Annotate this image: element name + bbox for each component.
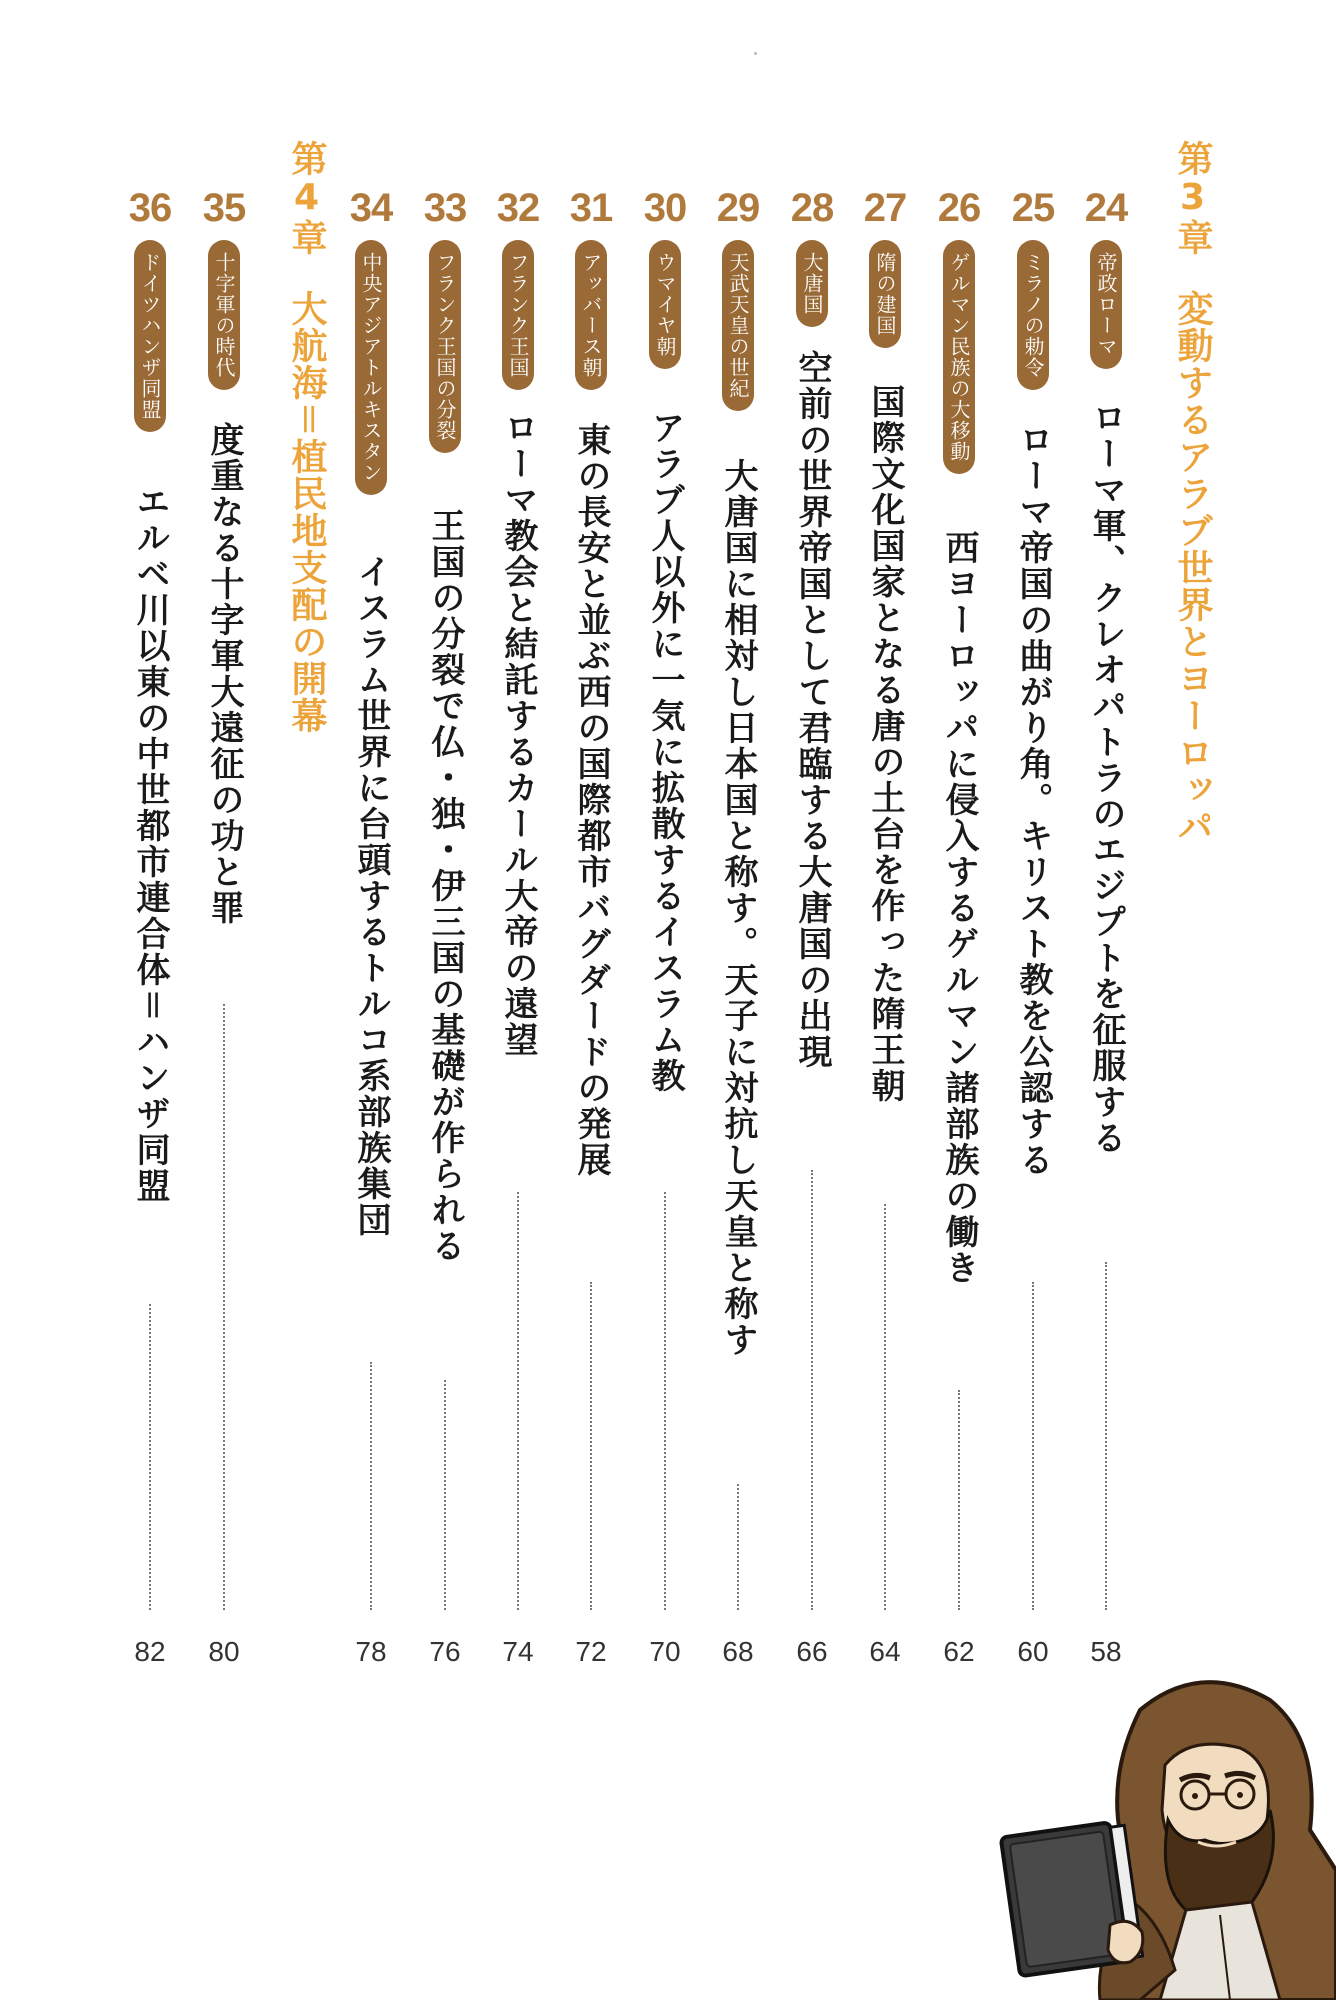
entry-page: 82 bbox=[134, 1636, 166, 1667]
entry-number: 31 bbox=[569, 186, 613, 230]
entry-number: 24 bbox=[1084, 186, 1128, 230]
entry-number: 34 bbox=[349, 186, 393, 230]
toc-entry-28[interactable] bbox=[782, 0, 842, 1700]
entry-number: 28 bbox=[790, 186, 834, 230]
leader-dots bbox=[444, 1380, 446, 1610]
entry-title: 空前の世界帝国として君臨する大唐国の出現 bbox=[792, 350, 832, 1070]
entry-tag: 十字軍の時代 bbox=[208, 240, 240, 390]
entry-number: 33 bbox=[423, 186, 467, 230]
entry-title: 西ヨーロッパに侵入するゲルマン諸部族の働き bbox=[939, 530, 979, 1286]
leader-dots bbox=[149, 1304, 151, 1610]
entry-title: 王国の分裂で仏・独・伊三国の基礎が作られる bbox=[425, 508, 465, 1264]
toc-entry-31[interactable] bbox=[561, 0, 621, 1700]
leader-dots bbox=[590, 1282, 592, 1610]
toc-entry-33[interactable] bbox=[415, 0, 475, 1700]
entry-number: 35 bbox=[202, 186, 246, 230]
chapter-title: 大航海＝植民地支配の開幕 bbox=[286, 290, 327, 734]
toc-entry-29[interactable] bbox=[708, 0, 768, 1700]
entry-tag: フランク王国の分裂 bbox=[429, 240, 461, 453]
entry-title: 国際文化国家となる唐の土台を作った隋王朝 bbox=[865, 384, 905, 1104]
entry-tag: ゲルマン民族の大移動 bbox=[943, 240, 975, 474]
leader-dots bbox=[958, 1390, 960, 1610]
entry-title: エルベ川以東の中世都市連合体＝ハンザ同盟 bbox=[130, 484, 170, 1204]
entry-number: 29 bbox=[716, 186, 760, 230]
toc-entry-25[interactable] bbox=[1003, 0, 1063, 1700]
entry-page: 74 bbox=[502, 1636, 534, 1667]
entry-page: 70 bbox=[649, 1636, 681, 1667]
leader-dots bbox=[737, 1484, 739, 1610]
entry-title: アラブ人以外に一気に拡散するイスラム教 bbox=[645, 410, 685, 1094]
entry-tag: 天武天皇の世紀 bbox=[722, 240, 754, 411]
entry-tag: 帝政ローマ bbox=[1090, 240, 1122, 369]
entry-tag: ウマイヤ朝 bbox=[649, 240, 681, 369]
entry-tag: 中央アジアトルキスタン bbox=[355, 240, 387, 495]
chapter-heading-4 bbox=[280, 140, 330, 734]
leader-dots bbox=[370, 1362, 372, 1610]
entry-title: 度重なる十字軍大遠征の功と罪 bbox=[204, 422, 244, 926]
entry-tag: アッバース朝 bbox=[575, 240, 607, 390]
leader-dots bbox=[1105, 1262, 1107, 1610]
leader-dots bbox=[664, 1192, 666, 1610]
entry-title: ローマ教会と結託するカール大帝の遠望 bbox=[498, 410, 538, 1058]
entry-number: 25 bbox=[1011, 186, 1055, 230]
toc-entry-30[interactable] bbox=[635, 0, 695, 1700]
entry-tag: ドイツハンザ同盟 bbox=[134, 240, 166, 432]
entry-number: 26 bbox=[937, 186, 981, 230]
toc-entry-27[interactable] bbox=[855, 0, 915, 1700]
entry-tag: 大唐国 bbox=[796, 240, 828, 327]
toc-entry-35[interactable] bbox=[194, 0, 254, 1700]
entry-number: 30 bbox=[643, 186, 687, 230]
entry-page: 60 bbox=[1017, 1636, 1049, 1667]
entry-page: 58 bbox=[1090, 1636, 1122, 1667]
leader-dots bbox=[223, 1004, 225, 1610]
entry-number: 36 bbox=[128, 186, 172, 230]
toc-entry-36[interactable] bbox=[120, 0, 180, 1700]
toc-entry-26[interactable] bbox=[929, 0, 989, 1700]
leader-dots bbox=[811, 1170, 813, 1610]
chapter-label: 第4章 bbox=[286, 140, 327, 256]
chapter-heading-3 bbox=[1166, 140, 1216, 845]
entry-title: 大唐国に相対し日本国と称す。天子に対抗し天皇と称す bbox=[718, 458, 758, 1358]
leader-dots bbox=[884, 1204, 886, 1610]
entry-page: 72 bbox=[575, 1636, 607, 1667]
entry-page: 78 bbox=[355, 1636, 387, 1667]
entry-page: 64 bbox=[869, 1636, 901, 1667]
entry-title: 東の長安と並ぶ西の国際都市バグダードの発展 bbox=[571, 422, 611, 1178]
entry-title: ローマ帝国の曲がり角。キリスト教を公認する bbox=[1013, 422, 1053, 1178]
entry-tag: 隋の建国 bbox=[869, 240, 901, 348]
chapter-title: 変動するアラブ世界とヨーロッパ bbox=[1172, 290, 1213, 845]
entry-tag: フランク王国 bbox=[502, 240, 534, 390]
toc-entry-24[interactable] bbox=[1076, 0, 1136, 1700]
entry-page: 62 bbox=[943, 1636, 975, 1667]
entry-number: 27 bbox=[863, 186, 907, 230]
entry-title: ローマ軍、クレオパトラのエジプトを征服する bbox=[1086, 400, 1126, 1156]
entry-tag: ミラノの勅令 bbox=[1017, 240, 1049, 390]
entry-page: 68 bbox=[722, 1636, 754, 1667]
toc-entry-34[interactable] bbox=[341, 0, 401, 1700]
entry-number: 32 bbox=[496, 186, 540, 230]
leader-dots bbox=[517, 1192, 519, 1610]
scholar-with-book-illustration bbox=[990, 1670, 1336, 2000]
entry-title: イスラム世界に台頭するトルコ系部族集団 bbox=[351, 554, 391, 1238]
entry-page: 80 bbox=[208, 1636, 240, 1667]
chapter-label: 第3章 bbox=[1172, 140, 1213, 256]
scholar-illustration-svg bbox=[990, 1670, 1336, 2000]
toc-entry-32[interactable] bbox=[488, 0, 548, 1700]
entry-page: 66 bbox=[796, 1636, 828, 1667]
leader-dots bbox=[1032, 1282, 1034, 1610]
entry-page: 76 bbox=[429, 1636, 461, 1667]
